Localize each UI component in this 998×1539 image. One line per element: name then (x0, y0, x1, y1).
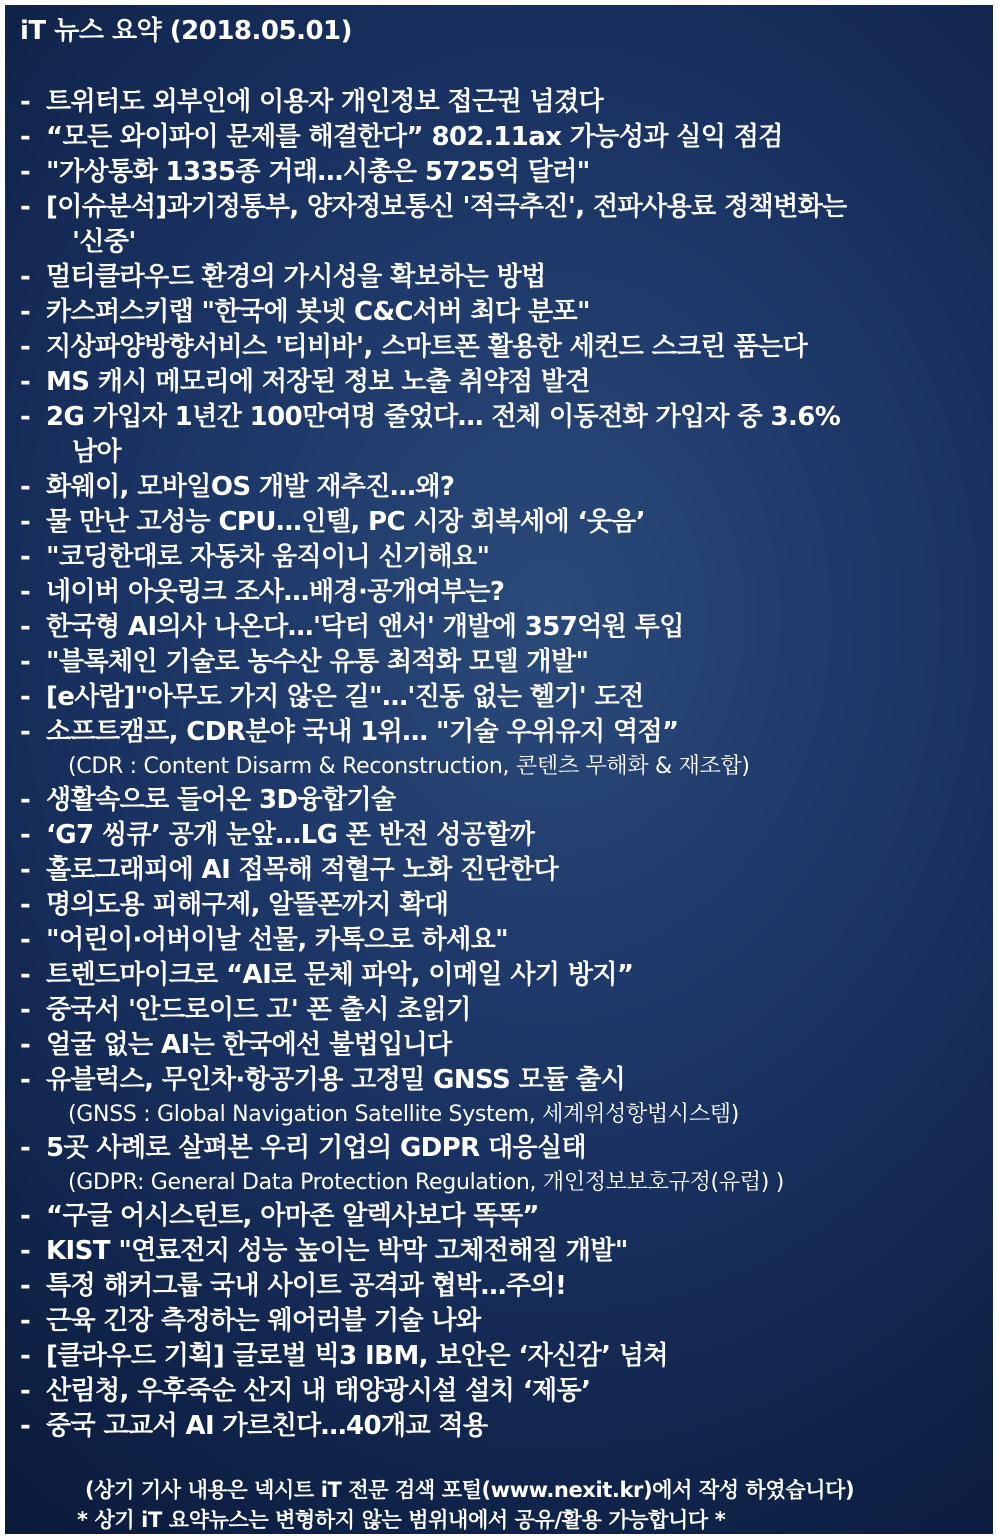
news-headline-text: [e사람]"아무도 가지 않은 길"…'진동 없는 헬기' 도전 (46, 682, 644, 712)
news-item (20, 783, 985, 818)
bullet-dash: - (20, 785, 31, 815)
news-item (20, 888, 985, 923)
bullet-dash: - (20, 855, 31, 885)
news-headline (46, 575, 985, 610)
news-summary-panel (5, 5, 993, 1534)
news-headline-text: 얼굴 없는 AI는 한국에선 불법입니다 (46, 1030, 452, 1060)
news-headline (46, 1199, 985, 1234)
news-headline (46, 715, 985, 750)
news-headline-text: [클라우드 기획] 글로벌 빅3 IBM, 보안은 ‘자신감’ 넘쳐 (46, 1341, 668, 1371)
news-item (20, 645, 985, 680)
news-item (20, 85, 985, 120)
news-headline-text: 홀로그래피에 AI 접목해 적혈구 노화 진단한다 (46, 855, 559, 885)
news-headline-text: 트렌드마이크로 “AI로 문체 파악, 이메일 사기 방지” (46, 960, 634, 990)
bullet-dash: - (20, 1236, 31, 1266)
news-item (20, 715, 985, 750)
news-item (20, 295, 985, 330)
bullet-dash: - (20, 192, 31, 222)
bullet-dash: - (20, 1271, 31, 1301)
bullet-dash: - (20, 367, 31, 397)
news-headline (46, 1339, 985, 1374)
news-headline-text: 5곳 사례로 살펴본 우리 기업의 GDPR 대응실태 (46, 1133, 587, 1163)
news-item (20, 1199, 985, 1234)
news-item (20, 818, 985, 853)
bullet-dash: - (20, 890, 31, 920)
news-item (20, 190, 985, 260)
news-headline (46, 888, 985, 923)
news-headline (46, 853, 985, 888)
news-item (20, 365, 985, 400)
news-headline (46, 610, 985, 645)
news-headline (46, 1269, 985, 1304)
news-item (20, 120, 985, 155)
bullet-dash: - (20, 1030, 31, 1060)
news-headline-text: 유블럭스, 무인차·항공기용 고정밀 GNSS 모듈 출시 (46, 1065, 626, 1095)
news-headline (46, 260, 985, 295)
news-headline (46, 120, 985, 155)
news-item (20, 330, 985, 365)
news-headline-text: 지상파양방향서비스 '티비바', 스마트폰 활용한 세컨드 스크린 품는다 (46, 332, 808, 362)
news-headline-text: “구글 어시스턴트, 아마존 알렉사보다 똑똑” (46, 1201, 539, 1231)
bullet-dash: - (20, 1201, 31, 1231)
bullet-dash: - (20, 87, 31, 117)
news-item (20, 1028, 985, 1063)
news-headline-continuation: 남아 (72, 437, 122, 467)
bullet-dash: - (20, 297, 31, 327)
news-headline (46, 540, 985, 575)
bullet-dash: - (20, 577, 31, 607)
news-item (20, 1234, 985, 1269)
news-item (20, 1304, 985, 1339)
bullet-dash: - (20, 1306, 31, 1336)
news-headline (46, 330, 985, 365)
news-item (20, 1339, 985, 1374)
news-headline-text: 생활속으로 들어온 3D융합기술 (46, 785, 396, 815)
bullet-dash: - (20, 612, 31, 642)
news-item (20, 575, 985, 610)
news-headline-text: 카스퍼스키랩 "한국에 봇넷 C&C서버 최다 분포" (46, 297, 590, 327)
news-headline-text: 소프트캠프, CDR분야 국내 1위… "기술 우위유지 역점” (46, 717, 679, 747)
news-item (20, 470, 985, 505)
news-headline-text: "어린이·어버이날 선물, 카톡으로 하세요" (46, 925, 509, 955)
news-headline (46, 1409, 985, 1444)
news-headline-text: [이슈분석]과기정통부, 양자정보통신 '적극추진', 전파사용료 정책변화는 (46, 192, 847, 222)
news-headline (46, 470, 985, 505)
bullet-dash: - (20, 1376, 31, 1406)
bullet-dash: - (20, 122, 31, 152)
bullet-dash: - (20, 507, 31, 537)
bullet-dash: - (20, 647, 31, 677)
news-headline-text: 멀티클라우드 환경의 가시성을 확보하는 방법 (46, 262, 546, 292)
bullet-dash: - (20, 717, 31, 747)
news-headline-text: 2G 가입자 1년간 100만여명 줄었다… 전체 이동전화 가입자 중 3.6% (46, 402, 841, 432)
news-headline-text: 물 만난 고성능 CPU…인텔, PC 시장 회복세에 ‘웃음’ (46, 507, 646, 537)
bullet-dash: - (20, 995, 31, 1025)
news-item (20, 853, 985, 888)
news-item (20, 993, 985, 1028)
news-item-note: (CDR : Content Disarm & Reconstruction, 콘텐츠 무해화 & 재조합) (68, 754, 750, 779)
bullet-dash: - (20, 402, 31, 432)
news-headline-text: ‘G7 씽큐’ 공개 눈앞…LG 폰 반전 성공할까 (46, 820, 535, 850)
news-headline-text: 근육 긴장 측정하는 웨어러블 기술 나와 (46, 1306, 481, 1336)
bullet-dash: - (20, 960, 31, 990)
news-headline (46, 365, 985, 400)
footer-usage-note: * 상기 iT 요약뉴스는 변형하지 않는 범위내에서 공유/활용 가능합니다 * (77, 1508, 726, 1532)
news-item (20, 400, 985, 470)
news-list (20, 85, 985, 1444)
news-item (20, 958, 985, 993)
news-item (20, 505, 985, 540)
news-headline (46, 85, 985, 120)
news-headline (46, 680, 985, 715)
news-item (20, 680, 985, 715)
news-headline-text: "블록체인 기술로 농수산 유통 최적화 모델 개발" (46, 647, 589, 677)
news-headline (46, 1131, 985, 1166)
news-headline (46, 155, 985, 190)
news-headline-text: 특정 해커그룹 국내 사이트 공격과 협박…주의! (46, 1271, 567, 1301)
bullet-dash: - (20, 925, 31, 955)
news-headline (46, 295, 985, 330)
news-headline (46, 783, 985, 818)
news-headline (46, 505, 985, 540)
bullet-dash: - (20, 472, 31, 502)
news-headline-text: 중국 고교서 AI 가르친다…40개교 적용 (46, 1411, 488, 1441)
news-headline-text: “모든 와이파이 문제를 해결한다” 802.11ax 가능성과 실익 점검 (46, 122, 783, 152)
bullet-dash: - (20, 542, 31, 572)
bullet-dash: - (20, 1411, 31, 1441)
news-headline (46, 1304, 985, 1339)
news-item-note: (GDPR: General Data Protection Regulation, 개인정보보호규정(유럽) ) (68, 1170, 784, 1195)
news-headline (46, 993, 985, 1028)
news-item (20, 260, 985, 295)
news-item (20, 1131, 985, 1166)
news-item-note: (GNSS : Global Navigation Satellite System, 세계위성항법시스템) (68, 1102, 740, 1127)
news-headline-text: MS 캐시 메모리에 저장된 정보 노출 취약점 발견 (46, 367, 590, 397)
news-headline-text: 화웨이, 모바일OS 개발 재추진…왜? (46, 472, 455, 502)
news-item (20, 1063, 985, 1098)
news-headline (46, 190, 985, 260)
bullet-dash: - (20, 262, 31, 292)
news-headline-text: 명의도용 피해구제, 알뜰폰까지 확대 (46, 890, 449, 920)
news-headline (46, 1374, 985, 1409)
news-item (20, 155, 985, 190)
news-headline-text: "코딩한대로 자동차 움직이니 신기해요" (46, 542, 490, 572)
news-item (20, 1374, 985, 1409)
news-headline (46, 1063, 985, 1098)
news-headline (46, 400, 985, 470)
news-headline-text: 산림청, 우후죽순 산지 내 태양광시설 설치 ‘제동’ (46, 1376, 591, 1406)
news-headline-text: 네이버 아웃링크 조사…배경·공개여부는? (46, 577, 505, 607)
news-headline-continuation: '신중' (72, 227, 136, 257)
bullet-dash: - (20, 1133, 31, 1163)
footer-source-note: (상기 기사 내용은 넥시트 iT 전문 검색 포털(www.nexit.kr)에서 작성 하였습니다) (85, 1478, 855, 1502)
bullet-dash: - (20, 1341, 31, 1371)
news-headline-text: 트위터도 외부인에 이용자 개인정보 접근권 넘겼다 (46, 87, 604, 117)
news-headline-text: 한국형 AI의사 나온다…'닥터 앤서' 개발에 357억원 투입 (46, 612, 684, 642)
bullet-dash: - (20, 1065, 31, 1095)
news-headline (46, 818, 985, 853)
news-item (20, 1269, 985, 1304)
news-headline-text: "가상통화 1335종 거래…시총은 5725억 달러" (46, 157, 590, 187)
news-item (20, 1409, 985, 1444)
page-title: iT 뉴스 요약 (2018.05.01) (20, 16, 353, 46)
news-headline-text: KIST "연료전지 성능 높이는 박막 고체전해질 개발" (46, 1236, 628, 1266)
news-headline (46, 923, 985, 958)
bullet-dash: - (20, 332, 31, 362)
news-headline (46, 1028, 985, 1063)
news-item (20, 923, 985, 958)
news-headline-text: 중국서 '안드로이드 고' 폰 출시 초읽기 (46, 995, 471, 1025)
news-item (20, 540, 985, 575)
bullet-dash: - (20, 820, 31, 850)
bullet-dash: - (20, 682, 31, 712)
bullet-dash: - (20, 157, 31, 187)
news-headline (46, 958, 985, 993)
news-headline (46, 1234, 985, 1269)
news-headline (46, 645, 985, 680)
news-item (20, 610, 985, 645)
